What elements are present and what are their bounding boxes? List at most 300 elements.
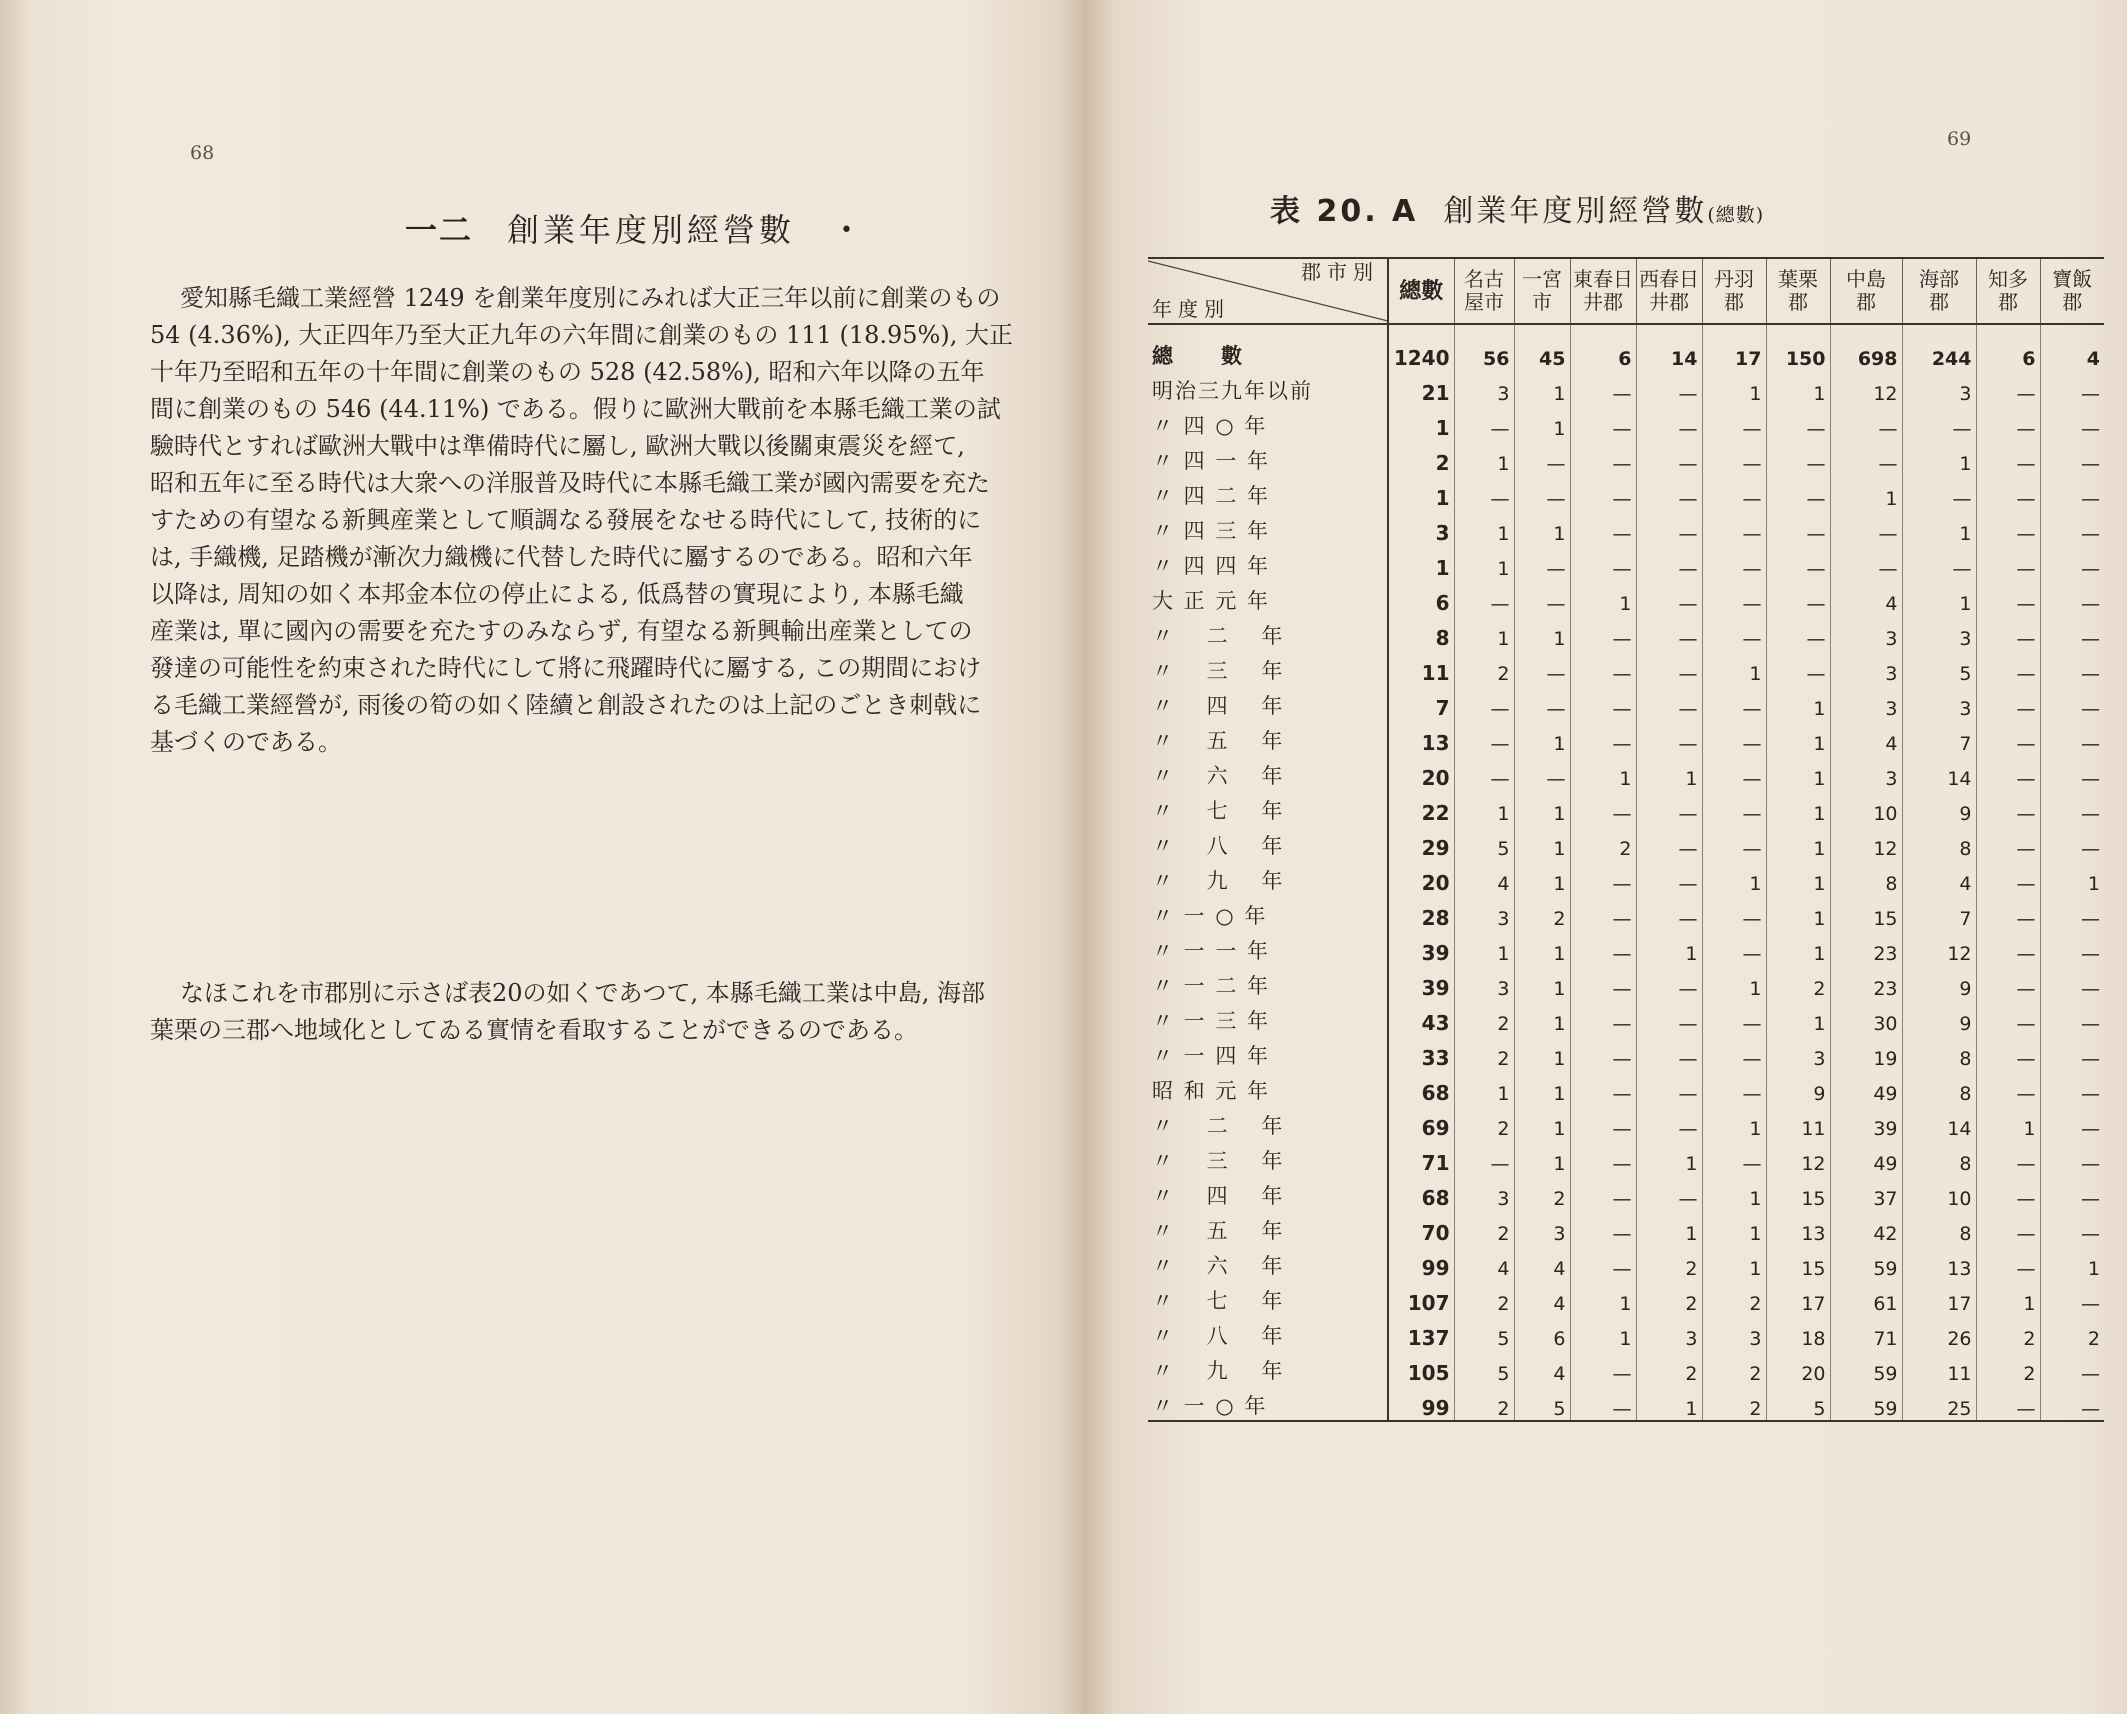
table-cell: — xyxy=(2040,1210,2104,1245)
table-cell: 1 xyxy=(1636,1385,1702,1421)
table-cell: — xyxy=(1830,440,1902,475)
table-cell: — xyxy=(1976,1245,2040,1280)
table-cell: 2 xyxy=(1454,1105,1514,1140)
table-cell: 2 xyxy=(1636,1280,1702,1315)
table-cell: 3 xyxy=(1766,1035,1830,1070)
table-cell: 4 xyxy=(2040,324,2104,370)
row-label: 〃 八 年 xyxy=(1152,834,1285,858)
table-cell: — xyxy=(1976,615,2040,650)
total-cell: 1 xyxy=(1388,405,1454,440)
table-cell: 14 xyxy=(1902,1105,1976,1140)
table-row xyxy=(1148,510,2104,545)
table-row xyxy=(1148,790,2104,825)
column-header-line1: 葉栗 xyxy=(1778,267,1818,291)
total-cell: 137 xyxy=(1388,1315,1454,1350)
table-body xyxy=(1148,324,2104,1421)
table-cell: — xyxy=(1570,895,1636,930)
table-cell: — xyxy=(1570,1140,1636,1175)
table-cell: 2 xyxy=(1514,895,1570,930)
table-cell: — xyxy=(1514,475,1570,510)
table-cell: 1 xyxy=(1514,510,1570,545)
table-cell: — xyxy=(1976,510,2040,545)
table-cell: 1 xyxy=(1766,930,1830,965)
column-header xyxy=(1830,258,1902,324)
total-cell: 2 xyxy=(1388,440,1454,475)
row-label: 昭 和 元 年 xyxy=(1152,1079,1271,1103)
total-cell: 13 xyxy=(1388,720,1454,755)
table-cell: — xyxy=(1636,895,1702,930)
table-cell: — xyxy=(1636,580,1702,615)
table-cell: — xyxy=(1702,545,1766,580)
table-cell: — xyxy=(1976,545,2040,580)
table-cell: 1 xyxy=(1514,825,1570,860)
table-cell: 1 xyxy=(1514,1070,1570,1105)
table-cell: 1 xyxy=(1766,1000,1830,1035)
table-cell: — xyxy=(1702,720,1766,755)
total-cell: 99 xyxy=(1388,1385,1454,1421)
column-header-line1: 總數 xyxy=(1399,277,1444,304)
table-cell: 37 xyxy=(1830,1175,1902,1210)
table-cell: — xyxy=(1766,475,1830,510)
table-row xyxy=(1148,720,2104,755)
column-header-line1: 知多 xyxy=(1988,267,2028,291)
table-cell: — xyxy=(1636,1000,1702,1035)
table-cell: — xyxy=(1636,1175,1702,1210)
table-cell: — xyxy=(1702,790,1766,825)
table-cell: — xyxy=(1454,755,1514,790)
right-page xyxy=(1085,0,2127,1714)
table-cell: — xyxy=(1570,1245,1636,1280)
table-cell: — xyxy=(1702,930,1766,965)
table-cell: 59 xyxy=(1830,1245,1902,1280)
table-cell: 2 xyxy=(1514,1175,1570,1210)
row-label: 〃 一 ○ 年 xyxy=(1148,1385,1388,1421)
column-header-line2: 郡 xyxy=(1788,290,1808,314)
text-line: 昭和五年に至る時代は大衆への洋服普及時代に本縣毛織工業が國內需要を充た xyxy=(150,469,990,497)
table-cell: — xyxy=(1976,1385,2040,1421)
table-cell: 1 xyxy=(1766,825,1830,860)
table-cell: 8 xyxy=(1830,860,1902,895)
table-cell: — xyxy=(1454,405,1514,440)
table-cell: — xyxy=(2040,1140,2104,1175)
column-header xyxy=(1388,258,1454,324)
column-header-line1: 西春日 xyxy=(1639,267,1699,291)
row-label: 總 數 xyxy=(1152,343,1244,368)
table-cell: 1 xyxy=(1514,405,1570,440)
table-cell: 59 xyxy=(1830,1385,1902,1421)
table-cell: — xyxy=(1976,895,2040,930)
table-cell: — xyxy=(1636,370,1702,405)
table-cell: — xyxy=(1702,1000,1766,1035)
table-cell: — xyxy=(1636,965,1702,1000)
table-cell: 4 xyxy=(1514,1350,1570,1385)
table-cell: — xyxy=(1902,405,1976,440)
table-cell: 2 xyxy=(1636,1245,1702,1280)
table-cell: — xyxy=(1570,930,1636,965)
row-label: 〃 七 年 xyxy=(1152,799,1285,823)
table-cell: 1 xyxy=(1766,685,1830,720)
table-cell: — xyxy=(2040,755,2104,790)
table-cell: 1 xyxy=(1976,1105,2040,1140)
table-cell: — xyxy=(2040,965,2104,1000)
table-cell: 49 xyxy=(1830,1140,1902,1175)
table-cell: — xyxy=(1636,1070,1702,1105)
table-cell: — xyxy=(1976,720,2040,755)
table-cell: 1 xyxy=(2040,1245,2104,1280)
table-title xyxy=(1270,186,1764,230)
table-cell: — xyxy=(1636,720,1702,755)
text-line: る毛織工業經營が, 雨後の筍の如く陸續と創設されたのは上記のごとき刺戟に xyxy=(150,691,982,719)
table-cell: — xyxy=(1766,545,1830,580)
column-header xyxy=(1976,258,2040,324)
table-cell: — xyxy=(1766,615,1830,650)
column-header xyxy=(1766,258,1830,324)
table-cell: 49 xyxy=(1830,1070,1902,1105)
table-cell: — xyxy=(2040,1105,2104,1140)
table-cell: 13 xyxy=(1766,1210,1830,1245)
table-cell: — xyxy=(1636,475,1702,510)
table-cell: — xyxy=(1976,790,2040,825)
table-cell: — xyxy=(2040,895,2104,930)
total-cell: 105 xyxy=(1388,1350,1454,1385)
table-cell: — xyxy=(1830,545,1902,580)
table-row xyxy=(1148,825,2104,860)
table-cell: — xyxy=(1636,860,1702,895)
table-cell: 2 xyxy=(1570,825,1636,860)
body-paragraph-2 xyxy=(150,975,1030,1049)
table-cell: — xyxy=(1570,510,1636,545)
table-cell: 3 xyxy=(1454,1175,1514,1210)
table-cell: 1 xyxy=(1570,1280,1636,1315)
table-cell: — xyxy=(1976,1210,2040,1245)
table-cell: 3 xyxy=(1454,370,1514,405)
table-cell: 56 xyxy=(1454,324,1514,370)
row-label: 〃 四 年 xyxy=(1152,1184,1285,1208)
column-header-line1: 一宮 xyxy=(1522,267,1562,291)
table-cell: — xyxy=(1766,405,1830,440)
table-cell: 1 xyxy=(1702,650,1766,685)
table-cell: — xyxy=(1976,440,2040,475)
table-cell: 1 xyxy=(1702,1105,1766,1140)
column-header xyxy=(1514,258,1570,324)
table-cell: — xyxy=(2040,405,2104,440)
table-cell: 25 xyxy=(1902,1385,1976,1421)
table-cell: 9 xyxy=(1902,790,1976,825)
table-cell: — xyxy=(2040,545,2104,580)
table-cell: 12 xyxy=(1766,1140,1830,1175)
table-cell: — xyxy=(1976,860,2040,895)
table-cell: 1 xyxy=(1514,370,1570,405)
table-cell: — xyxy=(1976,1035,2040,1070)
table-cell: — xyxy=(1702,510,1766,545)
table-cell: — xyxy=(1570,475,1636,510)
table-cell: — xyxy=(1570,615,1636,650)
table-row xyxy=(1148,965,2104,1000)
table-cell: — xyxy=(1570,1385,1636,1421)
table-row xyxy=(1148,1315,2104,1350)
table-cell: — xyxy=(1454,685,1514,720)
table-cell: — xyxy=(1976,1000,2040,1035)
table-cell: — xyxy=(1514,545,1570,580)
table-cell: — xyxy=(1636,1035,1702,1070)
table-cell: — xyxy=(1570,370,1636,405)
table-cell: 23 xyxy=(1830,930,1902,965)
table-cell: 1 xyxy=(1454,510,1514,545)
row-label: 〃 六 年 xyxy=(1152,764,1285,788)
text-line: 十年乃至昭和五年の十年間に創業のもの 528 (42.58%), 昭和六年以降の五年 xyxy=(150,358,985,386)
table-cell: 13 xyxy=(1902,1245,1976,1280)
heading-dot-mark: • xyxy=(840,218,853,243)
table-row xyxy=(1148,685,2104,720)
column-header xyxy=(1454,258,1514,324)
table-cell: — xyxy=(1570,965,1636,1000)
table-cell: — xyxy=(1570,1000,1636,1035)
table-cell: — xyxy=(2040,825,2104,860)
row-label: 〃 四 年 xyxy=(1152,694,1285,718)
table-cell: 2 xyxy=(1454,1035,1514,1070)
table-cell: 19 xyxy=(1830,1035,1902,1070)
table-cell: 15 xyxy=(1830,895,1902,930)
total-cell: 22 xyxy=(1388,790,1454,825)
table-cell: 4 xyxy=(1830,720,1902,755)
table-row xyxy=(1148,615,2104,650)
table-cell: 1 xyxy=(1766,720,1830,755)
table-cell: 1 xyxy=(1902,510,1976,545)
table-cell: 9 xyxy=(1766,1070,1830,1105)
table-cell: 23 xyxy=(1830,965,1902,1000)
table-cell: 1 xyxy=(1766,755,1830,790)
table-row xyxy=(1148,860,2104,895)
table-cell: — xyxy=(1702,475,1766,510)
text-line: は, 手織機, 足踏機が漸次力織機に代替した時代に屬するのである。昭和六年 xyxy=(150,543,973,571)
corner-top-label: 郡市別 xyxy=(1301,260,1379,284)
table-cell: — xyxy=(2040,1280,2104,1315)
table-cell: 1 xyxy=(1636,755,1702,790)
table-cell: — xyxy=(2040,1000,2104,1035)
table-cell: 10 xyxy=(1902,1175,1976,1210)
table-cell: 5 xyxy=(1454,1315,1514,1350)
table-cell: 1 xyxy=(1514,1000,1570,1035)
column-header-line2: 郡 xyxy=(2062,290,2083,314)
table-row xyxy=(1148,370,2104,405)
table-cell: 7 xyxy=(1902,720,1976,755)
table-cell: 20 xyxy=(1766,1350,1830,1385)
table-cell: — xyxy=(1976,580,2040,615)
table-cell: — xyxy=(1454,580,1514,615)
table-cell: 1 xyxy=(1766,895,1830,930)
corner-bottom-label: 年度別 xyxy=(1152,297,1230,321)
table-cell: — xyxy=(1902,545,1976,580)
total-cell: 70 xyxy=(1388,1210,1454,1245)
table-cell: 5 xyxy=(1514,1385,1570,1421)
table-cell: — xyxy=(2040,930,2104,965)
table-cell: 8 xyxy=(1902,1070,1976,1105)
row-label: 〃 一 二 年 xyxy=(1152,974,1271,998)
statistics-table xyxy=(1148,257,2104,1422)
table-cell: 6 xyxy=(1570,324,1636,370)
table-cell: 1 xyxy=(1454,1070,1514,1105)
table-cell: 61 xyxy=(1830,1280,1902,1315)
total-cell: 1240 xyxy=(1388,324,1454,370)
table-cell: 14 xyxy=(1636,324,1702,370)
table-row xyxy=(1148,930,2104,965)
table-cell: 3 xyxy=(1454,895,1514,930)
column-header xyxy=(1636,258,1702,324)
table-cell: 2 xyxy=(1454,1000,1514,1035)
table-cell: — xyxy=(1976,825,2040,860)
table-cell: 3 xyxy=(1902,685,1976,720)
total-cell: 69 xyxy=(1388,1105,1454,1140)
table-cell: — xyxy=(1570,790,1636,825)
table-cell: 2 xyxy=(1454,1385,1514,1421)
table-cell: — xyxy=(2040,1070,2104,1105)
table-cell: — xyxy=(1976,1140,2040,1175)
table-cell: — xyxy=(1570,440,1636,475)
table-cell: 3 xyxy=(1902,615,1976,650)
table-cell: — xyxy=(1902,475,1976,510)
text-line: すための有望なる新興産業として順調なる發展をなせる時代にして, 技術的に xyxy=(150,506,982,534)
table-cell: 1 xyxy=(1514,790,1570,825)
table-cell: — xyxy=(1976,650,2040,685)
table-cell: — xyxy=(1830,510,1902,545)
table-cell: — xyxy=(2040,1175,2104,1210)
table-cell: 698 xyxy=(1830,324,1902,370)
table-cell: 14 xyxy=(1902,755,1976,790)
table-cell: — xyxy=(2040,685,2104,720)
table-cell: 4 xyxy=(1514,1280,1570,1315)
column-header xyxy=(1570,258,1636,324)
table-cell: 1 xyxy=(1454,790,1514,825)
table-cell: — xyxy=(2040,510,2104,545)
table-cell: 1 xyxy=(2040,860,2104,895)
table-row xyxy=(1148,1175,2104,1210)
table-row xyxy=(1148,1140,2104,1175)
total-cell: 1 xyxy=(1388,475,1454,510)
total-cell: 33 xyxy=(1388,1035,1454,1070)
table-cell: — xyxy=(1976,475,2040,510)
table-cell: 17 xyxy=(1766,1280,1830,1315)
table-cell: — xyxy=(1636,440,1702,475)
column-header-line2: 市 xyxy=(1532,290,1552,314)
table-cell: — xyxy=(1976,930,2040,965)
column-header xyxy=(1702,258,1766,324)
row-label: 〃 四 ○ 年 xyxy=(1152,414,1268,438)
table-cell: 2 xyxy=(1976,1350,2040,1385)
row-label: 明治三九年以前 xyxy=(1152,379,1313,403)
table-cell: 2 xyxy=(1766,965,1830,1000)
total-cell: 1 xyxy=(1388,545,1454,580)
table-cell: 1 xyxy=(1636,1140,1702,1175)
total-cell: 39 xyxy=(1388,965,1454,1000)
column-header xyxy=(2040,258,2104,324)
table-cell: 71 xyxy=(1830,1315,1902,1350)
page-number-left: 68 xyxy=(190,142,215,164)
table-cell: — xyxy=(1976,965,2040,1000)
table-cell: — xyxy=(1454,720,1514,755)
table-cell: — xyxy=(1702,405,1766,440)
table-cell: 11 xyxy=(1766,1105,1830,1140)
row-label: 〃 三 年 xyxy=(1152,1149,1285,1173)
table-cell: 5 xyxy=(1454,1350,1514,1385)
table-cell: — xyxy=(1766,650,1830,685)
table-cell: 7 xyxy=(1902,895,1976,930)
text-line: 愛知縣毛織工業經營 1249 を創業年度別にみれば大正三年以前に創業のもの xyxy=(180,284,1001,312)
table-cell: — xyxy=(1702,1140,1766,1175)
table-row xyxy=(1148,545,2104,580)
table-cell: — xyxy=(1702,685,1766,720)
table-cell: — xyxy=(2040,475,2104,510)
table-row xyxy=(1148,440,2104,475)
column-header-line1: 丹羽 xyxy=(1714,267,1754,291)
table-cell: 2 xyxy=(1702,1385,1766,1421)
table-cell: — xyxy=(1636,405,1702,440)
table-row xyxy=(1148,895,2104,930)
table-cell: 1 xyxy=(1514,1140,1570,1175)
table-corner-cell xyxy=(1148,258,1388,324)
table-cell: 1 xyxy=(1902,580,1976,615)
table-cell: — xyxy=(1514,580,1570,615)
table-cell: — xyxy=(2040,1350,2104,1385)
table-cell: 12 xyxy=(1830,825,1902,860)
text-line: 發達の可能性を約束された時代にして將に飛躍時代に屬する, この期間におけ xyxy=(150,654,982,682)
table-cell: 1 xyxy=(1702,1210,1766,1245)
column-header-line2: 屋市 xyxy=(1464,290,1504,314)
total-cell: 8 xyxy=(1388,615,1454,650)
table-cell: 17 xyxy=(1902,1280,1976,1315)
table-cell: 3 xyxy=(1454,965,1514,1000)
column-header-line2: 郡 xyxy=(1724,290,1744,314)
total-cell: 68 xyxy=(1388,1070,1454,1105)
table-cell: — xyxy=(1514,755,1570,790)
section-heading xyxy=(405,205,795,251)
table-cell: — xyxy=(1976,370,2040,405)
table-cell: 1 xyxy=(1766,860,1830,895)
column-header-line2: 井郡 xyxy=(1583,290,1623,314)
table-cell: 1 xyxy=(1570,580,1636,615)
table-cell: 2 xyxy=(1636,1350,1702,1385)
table-row xyxy=(1148,324,2104,370)
table-cell: — xyxy=(1766,580,1830,615)
total-cell: 28 xyxy=(1388,895,1454,930)
text-line: 葉栗の三郡へ地域化としてゐる實情を看取することができるのである。 xyxy=(150,1016,918,1044)
table-cell: — xyxy=(1766,440,1830,475)
table-cell: 9 xyxy=(1902,1000,1976,1035)
row-label: 〃 四 四 年 xyxy=(1152,554,1271,578)
table-cell: 3 xyxy=(1830,650,1902,685)
table-cell: — xyxy=(1702,440,1766,475)
table-cell: — xyxy=(1636,650,1702,685)
table-row xyxy=(1148,1280,2104,1315)
table-cell: — xyxy=(1570,860,1636,895)
table-cell: — xyxy=(1766,510,1830,545)
table-cell: 3 xyxy=(1830,615,1902,650)
column-header xyxy=(1902,258,1976,324)
table-cell: 6 xyxy=(1514,1315,1570,1350)
table-row xyxy=(1148,1000,2104,1035)
table-cell: 6 xyxy=(1976,324,2040,370)
table-cell: 1 xyxy=(1454,440,1514,475)
table-cell: 39 xyxy=(1830,1105,1902,1140)
table-row xyxy=(1148,1245,2104,1280)
row-label: 〃 一 ○ 年 xyxy=(1152,904,1268,928)
table-cell: 12 xyxy=(1830,370,1902,405)
table-row xyxy=(1148,580,2104,615)
text-line: 間に創業のもの 546 (44.11%) である。假りに歐洲大戰前を本縣毛織工業の試 xyxy=(150,395,1001,423)
table-cell: — xyxy=(1636,825,1702,860)
table-cell: 4 xyxy=(1454,860,1514,895)
text-line: 驗時代とすれば歐洲大戰中は準備時代に屬し, 歐洲大戰以後關東震災を經て, xyxy=(150,432,965,460)
total-cell: 71 xyxy=(1388,1140,1454,1175)
